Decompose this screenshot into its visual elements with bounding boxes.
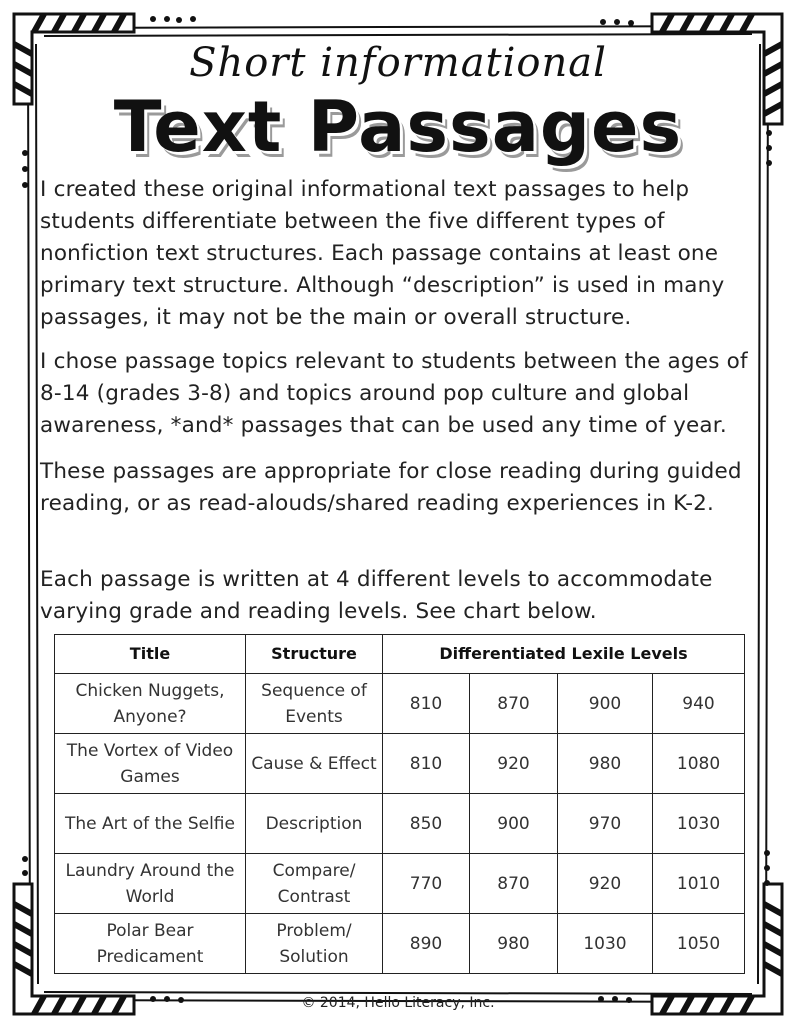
row-structure: Sequence of Events: [246, 674, 383, 734]
header-title: Title: [55, 635, 246, 674]
table-row: [55, 674, 745, 734]
lexile-level: 920: [470, 734, 558, 794]
header-structure: Structure: [246, 635, 383, 674]
lexile-level: 980: [558, 734, 653, 794]
table-row: [55, 794, 745, 854]
lexile-level: 900: [470, 794, 558, 854]
row-structure: Compare/ Contrast: [246, 854, 383, 914]
row-structure: Problem/ Solution: [246, 914, 383, 974]
header-lexile-levels: Differentiated Lexile Levels: [383, 635, 745, 674]
lexile-level: 900: [558, 674, 653, 734]
paragraph-topics: I chose passage topics relevant to students between the ages of 8-14 (grades 3-8) and topics around pop culture and global awareness, *and* passages that can be used any time of year.: [40, 349, 748, 438]
row-title: The Vortex of Video Games: [55, 734, 246, 794]
paragraph-intro: I created these original informational text passages to help students differentiate between the five different types of nonfiction text structures. Each passage contains at least one primary text structure. Although “description” is used in many passages, it may not be the main or overall structure.: [40, 177, 725, 330]
page-title: Text Passages: [113, 86, 683, 168]
lexile-level: 920: [558, 854, 653, 914]
subtitle: Short informational: [189, 40, 607, 86]
lexile-level: 1010: [653, 854, 745, 914]
lexile-level: 1080: [653, 734, 745, 794]
row-structure: Cause & Effect: [246, 734, 383, 794]
lexile-level: 970: [558, 794, 653, 854]
lexile-level: 890: [383, 914, 470, 974]
lexile-level: 1050: [653, 914, 745, 974]
copyright-footer: © 2014, Hello Literacy, Inc.: [301, 995, 495, 1011]
lexile-level: 1030: [653, 794, 745, 854]
lexile-level: 870: [470, 674, 558, 734]
lexile-level: 870: [470, 854, 558, 914]
lexile-table: [54, 634, 745, 974]
lexile-level: 940: [653, 674, 745, 734]
table-row: [55, 734, 745, 794]
row-structure: Description: [246, 794, 383, 854]
row-title: Laundry Around the World: [55, 854, 246, 914]
row-title: Chicken Nuggets, Anyone?: [55, 674, 246, 734]
lexile-level: 850: [383, 794, 470, 854]
table-row: [55, 914, 745, 974]
row-title: The Art of the Selfie: [55, 794, 246, 854]
table-header-row: [55, 635, 745, 674]
lexile-level: 770: [383, 854, 470, 914]
paragraph-usage: These passages are appropriate for close reading during guided reading, or as read-alouds/shared reading experiences in K-2.: [40, 459, 742, 516]
paragraph-levels: Each passage is written at 4 different levels to accommodate varying grade and reading levels. See chart below.: [40, 567, 713, 624]
lexile-level: 1030: [558, 914, 653, 974]
lexile-level: 810: [383, 734, 470, 794]
row-title: Polar Bear Predicament: [55, 914, 246, 974]
lexile-level: 810: [383, 674, 470, 734]
table-row: [55, 854, 745, 914]
lexile-level: 980: [470, 914, 558, 974]
